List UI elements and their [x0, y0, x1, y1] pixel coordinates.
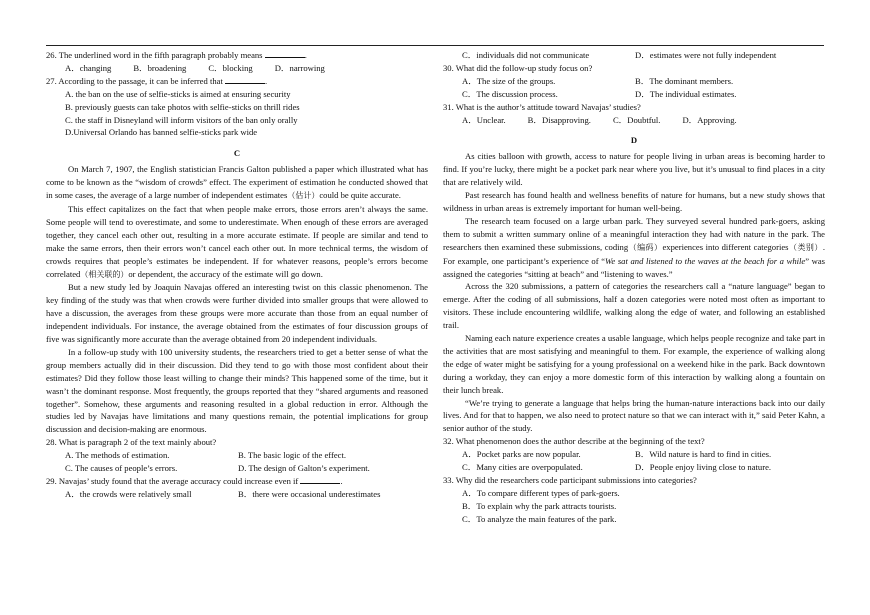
question-29 [46, 475, 428, 488]
option-c: C．Many cities are overpopulated. [462, 462, 583, 473]
chinese-gloss: （估计） [287, 191, 320, 201]
chinese-gloss: （编码） [628, 242, 663, 252]
option-a: A. the ban on the use of selfie-sticks is aimed at ensuring security [65, 88, 291, 99]
option-a: A．The size of the groups. [462, 75, 556, 86]
option-d: D．People enjoy living close to nature. [635, 462, 772, 473]
question-32-stem: 32. What phenomenon does the author describe at the beginning of the text? [443, 436, 705, 447]
question-27-stem: 27. According to the passage, it can be inferred that [46, 75, 223, 86]
passage-c-paragraph-4: In a follow-up study with 100 university students, the researchers tried to get a better sense of what the group members actually did in their discussion. Did they tend to go with those most confident about their estimates? Did they follow those least willing to change their minds? This happened some of the time, but it wasn’t the dominant response. Most frequently, the groups reported that they “shared arguments and reasoned together”. Somehow, these arguments and reasoning resulted in a global reduction in error. Although the studies led by Navajas have limitations and many questions remain, the potential implications for group discussion and decision-making are enormous. [46, 346, 428, 435]
paragraph-text: This effect capitalizes on the fact that when people make errors, those errors aren’t always the same. Some people will tend to overestimate, and some to underestimate. When enough of these errors are averaged together, they cancel each other out, resulting in a more accurate estimate. If people are similar and tend to make the same errors, then their errors won’t cancel each other out. In more technical terms, the wisdom of crowds requires that people’s estimates be independent. If for whatever reasons, people’s errors become correlated [46, 203, 428, 279]
period: . [264, 75, 268, 86]
option-a: A．changing [65, 62, 112, 73]
period: . [340, 476, 343, 486]
paragraph-text: experiences into different categories [662, 241, 789, 252]
answer-blank [300, 475, 343, 486]
period: . [304, 50, 307, 60]
option-c: C．individuals did not communicate [462, 50, 590, 60]
paragraph-text: could be quite accurate. [319, 190, 401, 201]
passage-d-paragraph-6: “We’re trying to generate a language that helps bring the human-nature interactions back into our daily lives. And for that to happen, we also need to protect nature so that we can interact with it,” said Peter Kahn, a senior author of the study. [443, 397, 825, 434]
question-28-options-row-2 [46, 462, 428, 475]
question-30-options-row-1 [443, 75, 825, 88]
question-26-stem: 26. The underlined word in the fifth paragraph probably means [46, 50, 263, 60]
question-27 [46, 75, 428, 88]
passage-c-paragraph-1 [46, 163, 428, 203]
section-heading-c: C [233, 148, 241, 159]
question-33-stem: 33. Why did the researchers code participant submissions into categories? [443, 475, 697, 485]
option-b: B. The basic logic of the effect. [238, 450, 347, 461]
question-31-options [443, 114, 825, 127]
option-c: C．The discussion process. [462, 88, 558, 99]
option-a: A. The methods of estimation. [65, 450, 170, 461]
question-26-options [46, 62, 428, 75]
option-b: B. previously guests can take photos with selfie-sticks on thrill rides [65, 101, 300, 112]
question-31-stem: 31. What is the author’s attitude toward Navajas’ studies? [443, 101, 641, 112]
passage-c-paragraph-3: But a new study led by Joaquin Navajas offered an interesting twist on this classic phenomenon. The key finding of the study was that when crowds were further divided into smaller groups that were allowed to have a discussion, the averages from these groups were more accurate than those from an equal number of independent individuals. For instance, the average obtained from the estimates of four discussion groups of five was significantly more accurate than the average obtained from 20 independent individuals. [46, 282, 428, 345]
quoted-experience: We sat and listened to the waves at the beach for a while [605, 255, 806, 266]
question-30-stem: 30. What did the follow-up study focus on? [443, 62, 593, 73]
option-d: D．Approving. [682, 114, 737, 125]
question-29-stem: 29. Navajas’ study found that the average accuracy could increase even if [46, 476, 299, 486]
paragraph-text: The research team focused on a large urban park. They surveyed several hundred park-goers, asking them to submit a written summary online of a meaningful interaction they had with nature in the park. The researchers then examined these submissions, coding [443, 215, 825, 252]
paragraph-text: On March 7, 1907, the English statistician Francis Galton published a paper which illustrated what has come to be known as the “wisdom of crowds” effect. The experiment of estimation he conducted showed that in some cases, the average of a large number of independent estimates [46, 164, 428, 201]
passage-d-paragraph-2: Past research has found health and wellness benefits of nature for humans, but a new study shows that wildness in urban areas is extremely important for human well-being. [443, 190, 825, 213]
passage-d-paragraph-5: Naming each nature experience creates a usable language, which helps people recognize and take part in the activities that are most satisfying and meaningful to them. For example, the experience of walking along the edge of water might be satisfying for a young professional on a weekend hike in the park. Back downtown during a workday, they can enjoy a more domestic form of this interaction by walking along a fountain on their lunch break. [443, 333, 825, 395]
left-column [46, 49, 428, 501]
option-c: C．blocking [208, 62, 253, 73]
passage-d-paragraph-3 [443, 215, 825, 281]
paragraph-text: . For example, one participant’s experience of “ [443, 241, 826, 266]
option-c: C. The causes of people’s errors. [65, 463, 178, 474]
paragraph-text: or dependent, the accuracy of the estimate will go down. [128, 268, 323, 279]
option-c: C．To analyze the main features of the park. [462, 513, 617, 524]
question-30-options-row-2 [443, 88, 825, 101]
option-d: D．The individual estimates. [635, 88, 737, 99]
option-b: B．The dominant members. [635, 75, 734, 86]
option-b: B．Disapproving. [527, 114, 591, 125]
answer-blank [265, 49, 305, 58]
option-b: B．Wild nature is hard to find in cities. [635, 449, 772, 460]
paragraph-text: ” was assigned the categories “sitting at beach” and “listening to waves.” [443, 255, 826, 279]
question-32-options-row-1 [443, 448, 825, 461]
option-a: A．Unclear. [462, 114, 506, 125]
option-d: D．estimates were not fully independent [635, 50, 777, 60]
question-29-options-row-2 [443, 49, 825, 62]
question-28-stem: 28. What is paragraph 2 of the text mainly about? [46, 437, 217, 448]
option-c: C．Doubtful. [612, 114, 661, 125]
passage-c-paragraph-2 [46, 203, 428, 281]
option-d: D.Universal Orlando has banned selfie-sticks park wide [65, 127, 258, 138]
option-a: A．To compare different types of park-goers. [462, 487, 620, 498]
question-29-options-row-1 [46, 488, 428, 501]
question-26 [46, 49, 428, 62]
answer-blank [225, 75, 268, 86]
section-heading-d: D [630, 135, 638, 146]
chinese-gloss: （相关联的） [80, 269, 129, 279]
option-b: B．there were occasional underestimates [238, 488, 381, 499]
option-c: C. the staff in Disneyland will inform visitors of the ban only orally [65, 114, 298, 125]
option-d: D. The design of Galton’s experiment. [238, 463, 370, 474]
question-28-options-row-1 [46, 449, 428, 462]
option-a: A．Pocket parks are now popular. [462, 449, 581, 460]
passage-d-paragraph-4: Across the 320 submissions, a pattern of categories the researchers call a “nature language” began to emerge. After the coding of all submissions, half a dozen categories were noted most often as important to visitors. These include encountering wildlife, walking along the edge of water, and following an established trail. [443, 281, 825, 331]
right-column [443, 49, 825, 526]
option-d: D．narrowing [274, 62, 325, 73]
question-32-options-row-2 [443, 461, 825, 474]
chinese-gloss: （类别） [788, 242, 823, 252]
passage-d-paragraph-1: As cities balloon with growth, access to nature for people living in urban areas is becoming harder to find. If you’re lucky, there might be a pocket park near where you live, but it’s unusual to find places in a city that are relatively wild. [443, 151, 825, 188]
option-a: A．the crowds were relatively small [65, 488, 192, 499]
option-b: B．To explain why the park attracts tourists. [462, 500, 617, 511]
top-rule [46, 45, 824, 46]
option-b: B．broadening [133, 62, 187, 73]
